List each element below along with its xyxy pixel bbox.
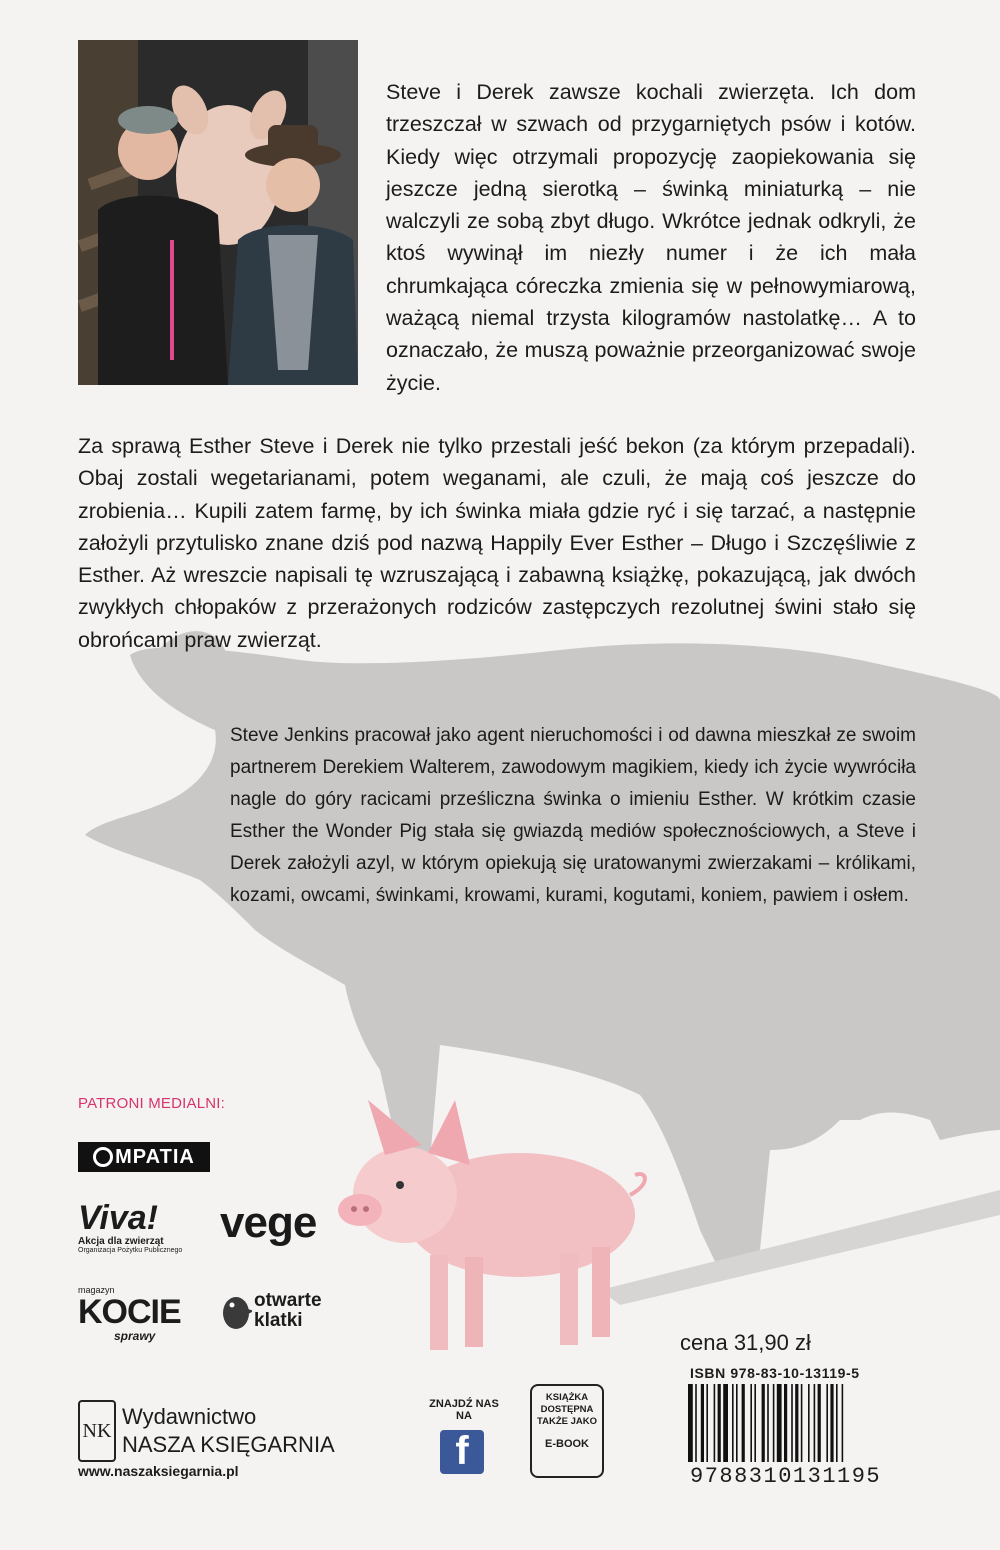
kocie-sprawy-logo — [78, 1285, 188, 1345]
intro-paragraph: Steve i Derek zawsze kochali zwierzęta. Ich dom trzeszczał w szwach od przygarniętych psów i kotów. Kiedy więc otrzymali propozycję zaopiekowania się jeszcze jedną sierotką – świnką miniaturką – nie walczyli ze sobą zbyt długo. Wkrótce jednak odkryli, że ktoś wywinął im niezły numer i że ich mała chrumkająca córeczka zmienia się w pełnowymiarową, ważącą niemal trzysta kilogramów nastolatkę… A to oznaczało, że muszą poważnie przeorganizować swoje życie. — [386, 80, 916, 395]
vege-logo: vege — [220, 1198, 317, 1247]
media-patrons-label: PATRONI MEDIALNI: — [78, 1095, 226, 1112]
viva-logo — [78, 1200, 198, 1262]
piglet-illustration — [330, 1075, 650, 1365]
facebook-label: ZNAJDŹ NAS NA — [429, 1398, 499, 1422]
viva-logo-tagline: Organizacja Pożytku Publicznego — [78, 1247, 183, 1254]
publisher-monogram: NK — [78, 1400, 116, 1462]
facebook-icon[interactable] — [440, 1430, 484, 1474]
empatia-logo-text: MPATIA — [115, 1145, 195, 1168]
barcode-icon — [686, 1384, 911, 1464]
ebook-badge-label: E-BOOK — [545, 1438, 589, 1450]
publisher-name-line2: NASZA KSIĘGARNIA — [122, 1432, 335, 1457]
author-bio-paragraph: Steve Jenkins pracował jako agent nieruchomości i od dawna mieszkał ze swoim partnerem Derekiem Walterem, zawodowym magikiem, kiedy ich życie wywróciła nagle do góry racicami prześliczna świnka o imieniu Esther. W krótkim czasie Esther the Wonder Pig stała się gwiazdą mediów społecznościowych, a Steve i Derek założyli azyl, w którym opiekują się uratowanymi zwierzakami – królikami, kozami, owcami, świnkami, krowami, kurami, kogutami, koniem, pawiem i osłem. — [230, 725, 916, 906]
bird-icon — [220, 1289, 252, 1333]
cover-photo-owners-with-pig — [78, 40, 358, 385]
publisher-name-line1: Wydawnictwo — [122, 1404, 257, 1429]
barcode-number: 9788310131195 — [690, 1464, 882, 1489]
ebook-badge-text: KSIĄŻKA DOSTĘPNA TAKŻE JAKO — [537, 1392, 597, 1427]
viva-logo-subtitle: Akcja dla zwierząt — [78, 1236, 164, 1247]
viva-logo-title: Viva! — [78, 1199, 159, 1237]
story-paragraph: Za sprawą Esther Steve i Derek nie tylko przestali jeść bekon (za którym przepadali). Obaj zostali wegetarianami, potem weganami, ale czuli, że mają coś jeszcze do zrobienia… Kupili zatem farmę, by ich świnka miała gdzie ryć i się tarzać, a następnie założyli przytulisko znane dziś pod nazwą Happily Ever Esther – Długo i Szczęśliwie z Esther. Aż wreszcie napisali tę wzruszającą i zabawną książkę, pokazującą, jak dwóch zwykłych chłopaków z przerażonych rodziców zastępczych rezolutnej świni stało się obrońcami praw zwierząt. — [78, 434, 916, 652]
publisher-website[interactable]: www.naszaksiegarnia.pl — [78, 1463, 239, 1479]
facebook-icon-letter: f — [455, 1430, 469, 1473]
otwarte-klatki-logo — [220, 1285, 330, 1335]
klatki-line2: klatki — [254, 1310, 303, 1331]
isbn-label: ISBN 978-83-10-13119-5 — [690, 1365, 860, 1381]
kocie-subtitle: sprawy — [114, 1329, 156, 1343]
ebook-badge — [530, 1384, 604, 1478]
kocie-title: KOCIE — [78, 1293, 181, 1331]
empatia-logo — [78, 1142, 210, 1172]
klatki-line1: otwarte — [254, 1290, 322, 1311]
price-label: cena 31,90 zł — [680, 1330, 811, 1355]
kocie-magazine-label: magazyn — [78, 1285, 115, 1295]
